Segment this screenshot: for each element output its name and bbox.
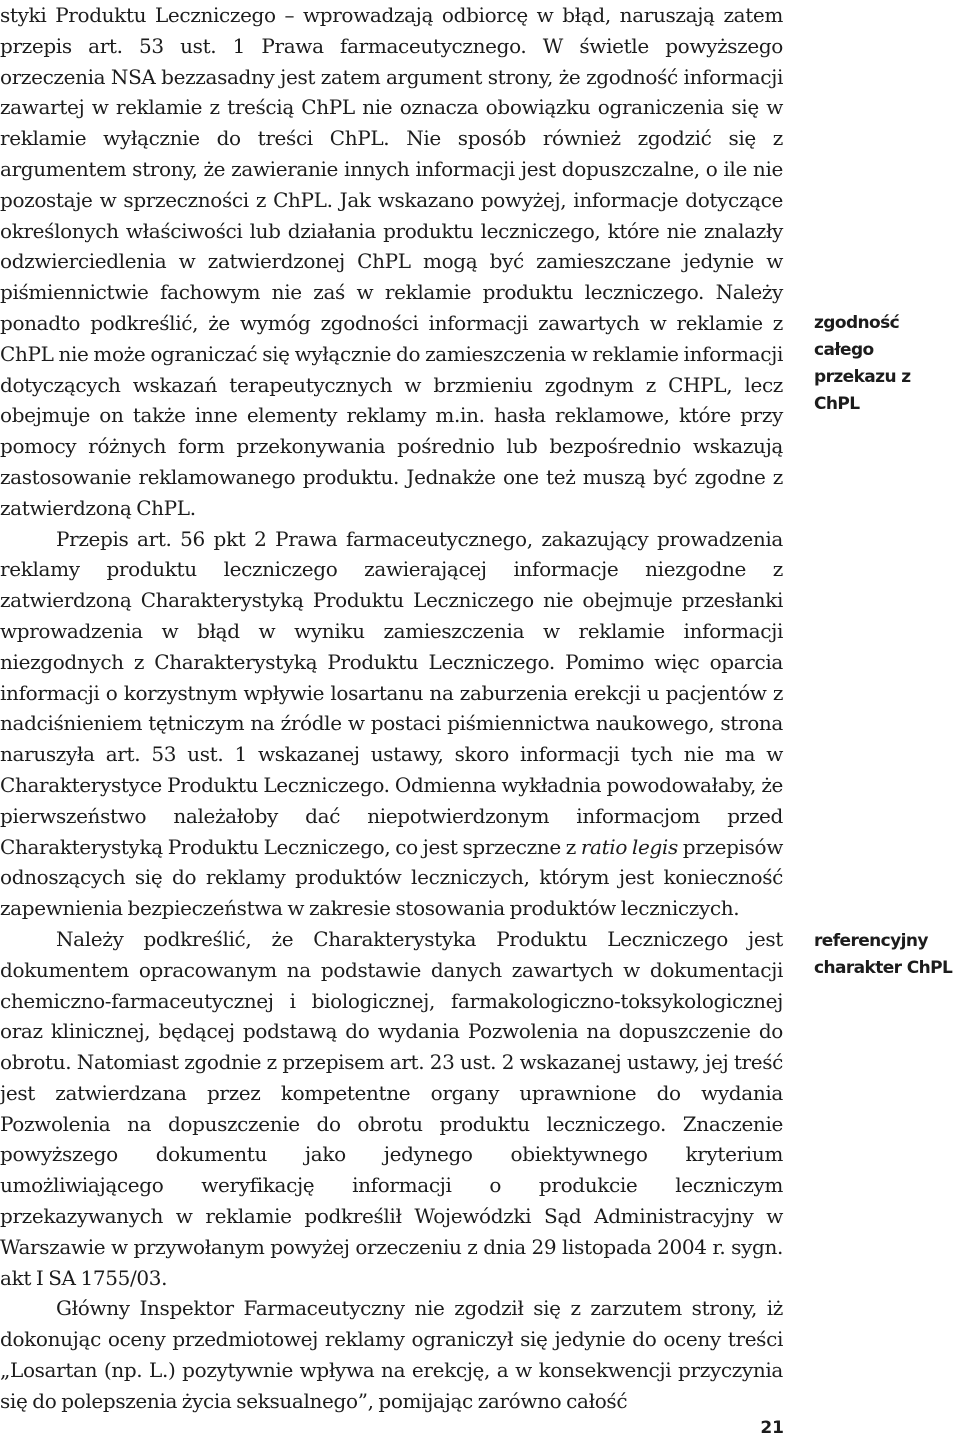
margin-note-line: referencyjny [814, 931, 928, 951]
margin-note-line: charakter ChPL [814, 958, 953, 978]
paragraph-2-text-after: przepisów odnoszących się do reklamy produktów leczniczych, którym jest konieczność zapewnienia bezpieczeństwa w zakresie stosowania produktów leczniczych. [0, 834, 783, 921]
paragraph-2 [0, 524, 783, 924]
paragraph-3: Należy podkreślić, że Charakterystyka Produktu Leczniczego jest dokumentem opracowanym na podstawie danych zawartych w dokumentacji chemiczno-farmaceutycznej i biologicznej, farmakologiczno-toksykologicznej oraz klinicznej, będącej podstawą do wydania Pozwolenia na dopuszczenie do obrotu. Natomiast zgodnie z przepisem art. 23 ust. 2 wskazanej ustawy, jej treść jest zatwierdzana przez kompetentne organy uprawnione do wydania Pozwolenia na dopuszczenie do obrotu produktu leczniczego. Znaczenie powyższego dokumentu jako jedynego obiektywnego kryterium umożliwiającego weryfikację informacji o produkcie leczniczym przekazywanych w reklamie podkreślił Wojewódzki Sąd Administracyjny w Warszawie w przywołanym powyżej orzeczeniu z dnia 29 listopada 2004 r. sygn. akt I SA 1755/03. [0, 926, 783, 1290]
margin-note-line: przekazu z ChPL [814, 367, 911, 414]
paragraph-2-italic-term: ratio legis [580, 834, 678, 859]
paragraph-4: Główny Inspektor Farmaceutyczny nie zgodził się z zarzutem strony, iż dokonując oceny przedmiotowej reklamy ograniczył się jedynie do oceny treści „Losartan (np. L.) pozytywnie wpływa na erekcję, a w konsekwencji przyczynia się do polepszenia życia seksualnego”, pomijając zarówno całość [0, 1296, 783, 1413]
margin-note-chpl-consistency [814, 310, 960, 418]
page-number: 21 [760, 1418, 784, 1438]
margin-note-chpl-reference [814, 928, 960, 982]
paragraph-1: styki Produktu Leczniczego – wprowadzają odbiorcę w błąd, naruszają zatem przepis art. 53 ust. 1 Prawa farmaceutycznego. W świetle powyższego orzeczenia NSA bezzasadny jest zatem argument strony, że zgodność informacji zawartej w reklamie z treścią ChPL nie oznacza obowiązku ograniczenia się w reklamie wyłącznie do treści ChPL. Nie sposób również zgodzić się z argumentem strony, że zawieranie innych informacji jest dopuszczalne, o ile nie pozostaje w sprzeczności z ChPL. Jak wskazano powyżej, informacje dotyczące określonych właściwości lub działania produktu leczniczego, które nie znalazły odzwierciedlenia w zatwierdzonej ChPL mogą być zamieszczane jedynie w piśmiennictwie fachowym nie zaś w reklamie produktu leczniczego. Należy ponadto podkreślić, że wymóg zgodności informacji zawartych w reklamie z ChPL nie może ograniczać się wyłącznie do zamieszczenia w reklamie informacji dotyczących wskazań terapeutycznych w brzmieniu zgodnym z CHPL, lecz obejmuje on także inne elementy reklamy m.in. hasła reklamowe, które przy pomocy różnych form przekonywania pośrednio lub bezpośrednio wskazują zastosowanie reklamowanego produktu. Jednakże one też muszą być zgodne z zatwierdzoną ChPL. [0, 3, 783, 520]
paragraph-2-text-before: Przepis art. 56 pkt 2 Prawa farmaceutycznego, zakazujący prowadzenia reklamy produktu leczniczego zawierającej informacje niezgodne z zatwierdzoną Charakterystyką Produktu Leczniczego nie obejmuje przesłanki wprowadzenia w błąd w wyniku zamieszczenia w reklamie informacji niezgodnych z Charakterystyką Produktu Leczniczego. Pomimo więc oparcia informacji o korzystnym wpływie losartanu na zaburzenia erekcji u pacjentów z nadciśnieniem tętniczym na źródle w postaci piśmiennictwa naukowego, strona naruszyła art. 53 ust. 1 wskazanej ustawy, skoro informacji tych nie ma w Charakterystyce Produktu Leczniczego. Odmienna wykładnia powodowałaby, że pierwszeństwo należałoby dać niepotwierdzonym informacjom przed Charakterystyką Produktu Leczniczego, co jest sprzeczne z [0, 526, 783, 859]
margin-note-line: zgodność całego [814, 313, 900, 360]
